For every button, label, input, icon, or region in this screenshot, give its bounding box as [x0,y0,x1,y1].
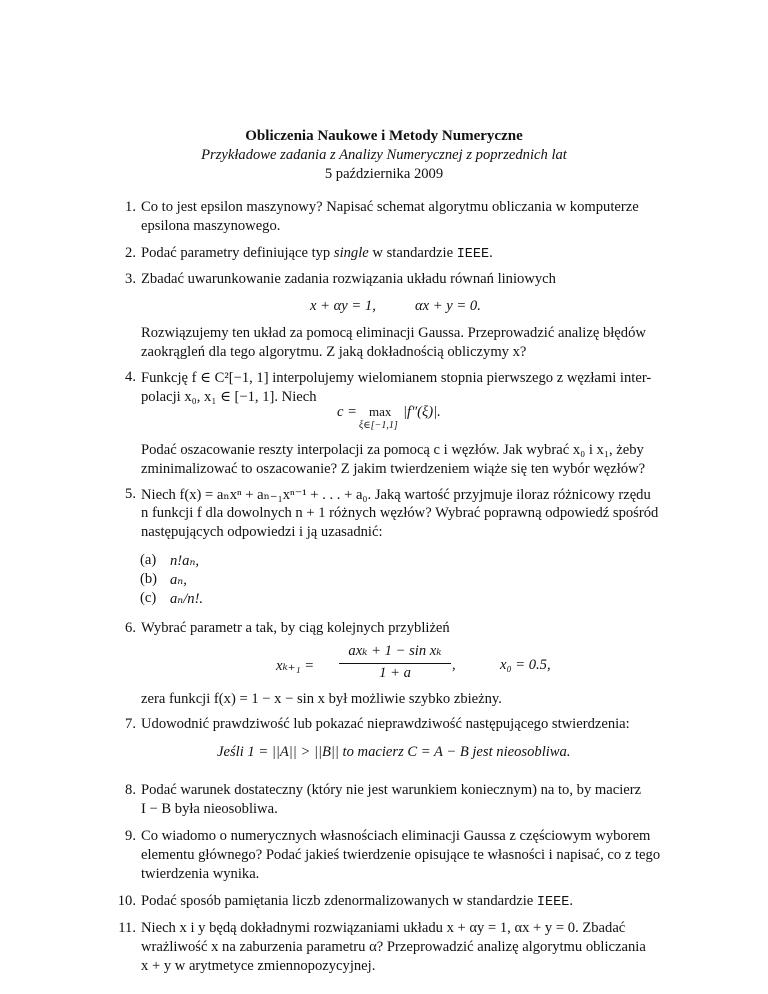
equation-initial: x₀ = 0.5, [500,657,551,673]
equation-lhs: xₖ₊₁ = [276,658,315,674]
question-text: Funkcję f ∈ C²[−1, 1] interpolujemy wielomianem stopnia pierwszego z węzłami inter- [141,370,652,386]
equation-numerator: axₖ + 1 − sin xₖ [348,643,442,659]
question-text: zera funkcji f(x) = 1 − x − sin x był możliwie szybko zbieżny. [141,691,502,707]
question-number: 9. [125,828,136,844]
question-text: Zbadać uwarunkowanie zadania rozwiązania układu równań liniowych [141,271,556,287]
question-text: Rozwiązujemy ten układ za pomocą eliminacji Gaussa. Przeprowadzić analizę błędów [141,325,646,341]
question-text: I − B była nieosobliwa. [141,801,278,817]
question-text: elementu głównego? Podać jakieś twierdzenie opisujące te własności i napisać, co z tego [141,847,661,863]
question-number: 5. [125,486,136,502]
question-number: 2. [125,245,136,261]
equation-max: max [369,404,392,419]
question-text: wrażliwość x na zaburzenia parametru α? Przeprowadzić analizę algorytmu obliczania [141,939,646,955]
equation-comma: , [452,657,456,673]
equation: αx + y = 0. [415,298,481,314]
type-name: single [333,245,369,261]
statement: Jeśli 1 = ||A|| > ||B|| to macierz C = A − B jest nieosobliwa. [217,744,571,760]
question-text [141,245,493,262]
question-number: 8. [125,782,136,798]
option-label: (a) [140,552,157,568]
equation-subscript: ξ∈[−1,1] [359,420,398,431]
question-text: Co to jest epsilon maszynowy? Napisać schemat algorytmu obliczania w komputerze [141,199,639,215]
question-number: 10. [117,893,136,909]
question-number: 6. [125,620,136,636]
option-label: (c) [140,590,157,606]
question-text: Podać warunek dostateczny (który nie jest warunkiem koniecznym) na to, by macierz [141,782,642,798]
option-text: aₙ/n!. [170,591,204,607]
text-part: w standardzie [368,245,457,261]
equation: x + αy = 1, [310,298,376,314]
question-number: 4. [125,369,136,385]
option-text: aₙ, [170,572,187,588]
question-text: Udowodnić prawdziwość lub pokazać nieprawdziwość następującego stwierdzenia: [141,716,630,732]
question-text: n funkcji f dla dowolnych n + 1 różnych węzłów? Wybrać poprawną odpowiedź spośród [141,505,659,521]
equation-denominator: 1 + a [379,665,411,681]
question-text: twierdzenia wynika. [141,866,260,882]
equation-lhs: c = [337,404,357,420]
question-text: polacji x₀, x₁ ∈ [−1, 1]. Niech [141,389,317,405]
option-label: (b) [140,571,158,587]
question-text: Podać oszacowanie reszty interpolacji za pomocą c i węzłów. Jak wybrać x₀ i x₁, żeby [141,442,644,458]
question-text: Niech f(x) = aₙxⁿ + aₙ₋₁xⁿ⁻¹ + . . . + a₀. Jaką wartość przyjmuje iloraz różnicowy rzędu [141,487,651,503]
question-text: epsilona maszynowego. [141,218,281,234]
document-date: 5 października 2009 [324,166,444,182]
document-title: Obliczenia Naukowe i Metody Numeryczne [245,128,523,144]
text-part: Podać parametry definiujące typ [141,245,334,261]
question-text [141,893,573,910]
equation-rhs: |f″(ξ)|. [403,404,441,420]
question-number: 11. [118,920,136,936]
option-text: n!aₙ, [170,553,200,569]
question-number: 7. [125,716,136,732]
document-subtitle: Przykładowe zadania z Analizy Numerycznej z poprzednich lat [201,147,567,163]
question-text: następujących odpowiedzi i ją uzasadnić: [141,524,383,540]
text-part: . [489,245,493,261]
question-number: 1. [125,199,136,215]
question-number: 3. [125,271,136,287]
question-text: Co wiadomo o numerycznych własnościach eliminacji Gaussa z częściowym wyborem [141,828,651,844]
question-text: Wybrać parametr a tak, by ciąg kolejnych przybliżeń [141,620,450,636]
text-part: . [569,893,573,909]
question-text: x + y w arytmetyce zmiennopozycyjnej. [141,958,376,974]
question-text: zaokrągleń dla tego algorytmu. Z jaką dokładnością obliczymy x? [141,344,527,360]
question-text: zminimalizować to oszacowanie? Z jakim twierdzeniem wiąże się ten wybór węzłów? [141,461,646,477]
standard-name: IEEE [456,247,490,262]
standard-name: IEEE [536,895,570,910]
fraction-bar [339,663,451,664]
text-part: Podać sposób pamiętania liczb zdenormalizowanych w standardzie [141,893,537,909]
question-text: Niech x i y będą dokładnymi rozwiązaniami układu x + αy = 1, αx + y = 0. Zbadać [141,920,626,936]
